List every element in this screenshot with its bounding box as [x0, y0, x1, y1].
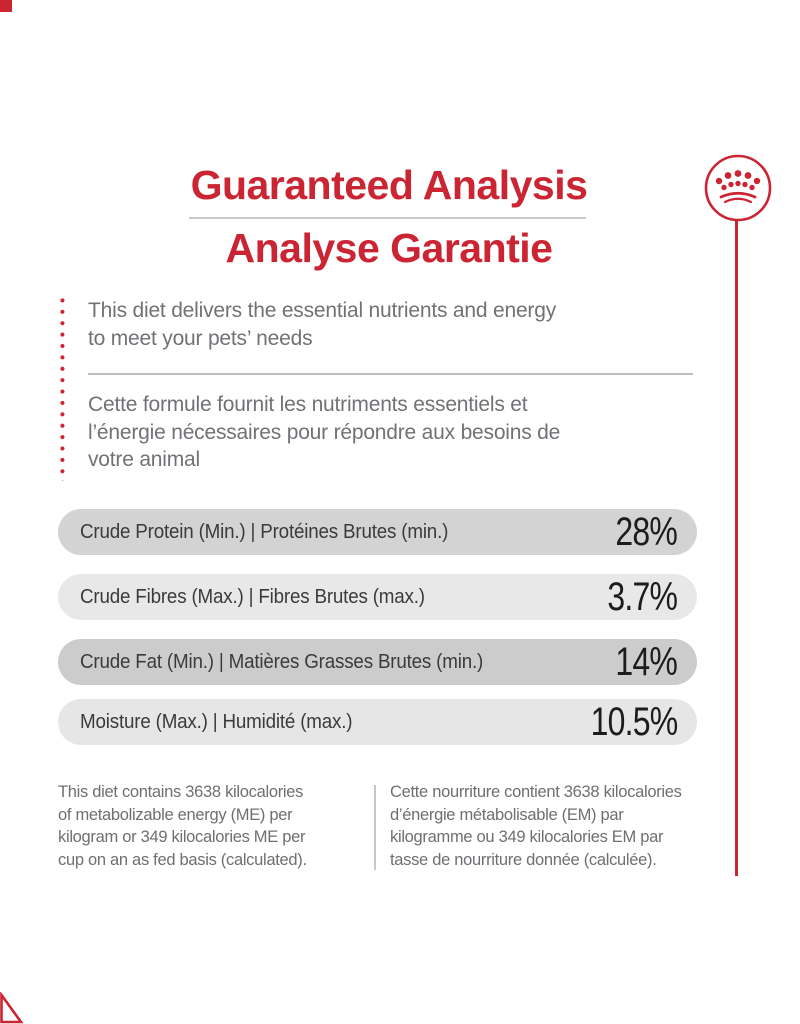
- page-title-fr: Analyse Garantie: [225, 225, 553, 271]
- analysis-row-crude-protein: [58, 509, 697, 555]
- analysis-row-value: 14%: [615, 639, 677, 684]
- analysis-row-label: Moisture (Max.) | Humidité (max.): [80, 710, 353, 733]
- intro-fr-line: Cette formule fournit les nutriments essentiels et: [88, 393, 528, 416]
- calorie-en-line: kilogram or 349 kilocalories ME per: [58, 828, 306, 846]
- top-left-corner-mark: [0, 0, 12, 12]
- analysis-row-label: Crude Fibres (Max.) | Fibres Brutes (max.): [80, 585, 425, 608]
- dotted-accent-line: [60, 298, 65, 481]
- title-divider: [189, 217, 586, 219]
- calorie-fr-line: tasse de nourriture donnée (calculée).: [390, 850, 657, 869]
- calorie-en-line: cup on an as fed basis (calculated).: [58, 850, 307, 869]
- calorie-fr-line: kilogramme ou 349 kilocalories EM par: [390, 828, 664, 846]
- calorie-statement-en: [58, 781, 307, 871]
- analysis-row-crude-fat: [58, 639, 697, 685]
- intro-paragraph-fr: [88, 391, 560, 474]
- analysis-row-crude-fibres: [58, 574, 697, 620]
- calorie-en-line: This diet contains 3638 kilocalories: [58, 783, 304, 801]
- page-title-en: Guaranteed Analysis: [190, 162, 588, 208]
- calorie-fr-line: d’énergie métabolisable (EM) par: [390, 805, 624, 824]
- analysis-row-value: 3.7%: [607, 574, 677, 619]
- royal-canin-crown-icon: [703, 153, 773, 223]
- calorie-fr-line: Cette nourriture contient 3638 kilocalories: [390, 783, 682, 801]
- calorie-en-line: of metabolizable energy (ME) per: [58, 805, 293, 824]
- analysis-row-label: Crude Protein (Min.) | Protéines Brutes (min.): [80, 520, 449, 543]
- right-vertical-rule: [735, 221, 738, 876]
- analysis-row-value: 10.5%: [590, 699, 677, 744]
- bottom-left-corner-mark: [0, 992, 24, 1024]
- intro-divider: [88, 373, 693, 375]
- analysis-row-moisture: [58, 699, 697, 745]
- analysis-row-value: 28%: [615, 509, 677, 554]
- intro-en-line: to meet your pets’ needs: [88, 326, 313, 350]
- calorie-column-divider: [374, 785, 376, 870]
- intro-fr-line: votre animal: [88, 448, 200, 471]
- analysis-row-label: Crude Fat (Min.) | Matières Grasses Brutes (min.): [80, 650, 484, 673]
- intro-fr-line: l’énergie nécessaires pour répondre aux besoins de: [88, 420, 561, 444]
- intro-en-line: This diet delivers the essential nutrients and energy: [88, 299, 557, 322]
- calorie-statement-fr: [390, 781, 682, 871]
- intro-paragraph-en: [88, 297, 556, 352]
